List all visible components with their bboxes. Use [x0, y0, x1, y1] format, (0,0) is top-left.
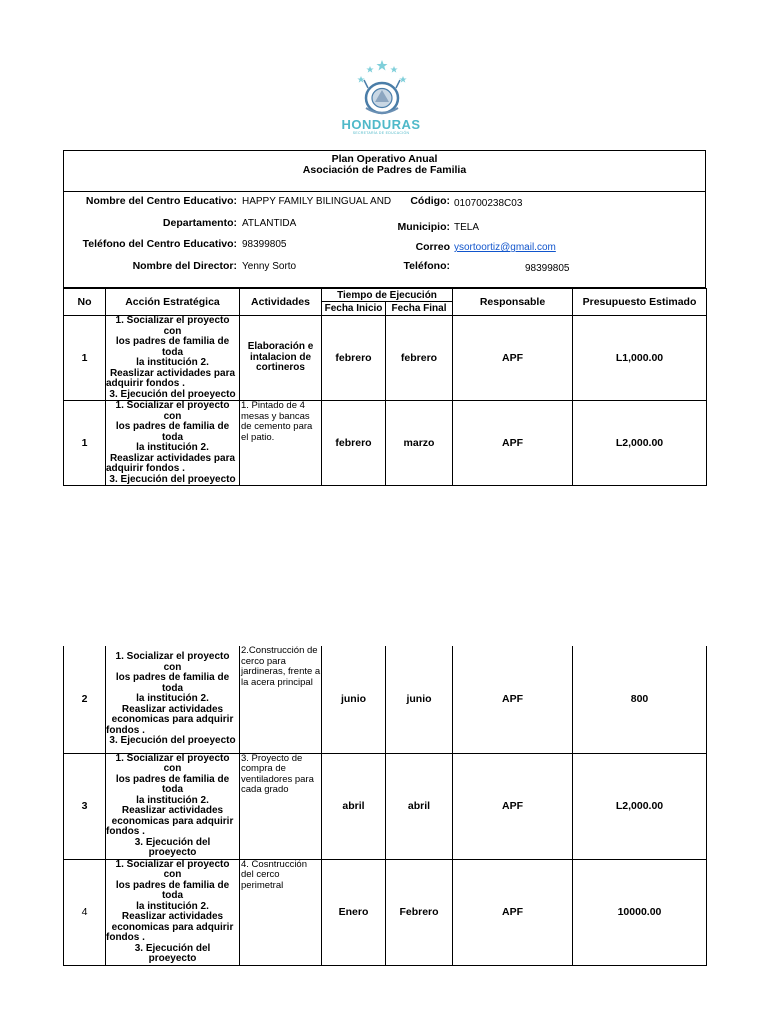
- header-tiempo: Tiempo de Ejecución: [322, 289, 453, 302]
- cell-accion: 1. Socializar el proyecto con los padres de familia de toda la institución 2. Reaslizar actividades economicas para adquirir fondos . 3. Ejecución del proeyecto: [106, 646, 240, 753]
- cell-fecha-inicio: junio: [322, 646, 386, 753]
- director-label: Nombre del Director:: [132, 260, 237, 272]
- table-row: [64, 401, 707, 486]
- cell-responsable: APF: [453, 753, 573, 859]
- correo-link[interactable]: ysortoortiz@gmail.com: [454, 242, 556, 253]
- departamento-label: Departamento:: [162, 217, 237, 229]
- cell-actividades: 3. Proyecto de compra de ventiladores para cada grado: [240, 753, 322, 859]
- cell-fecha-inicio: febrero: [322, 401, 386, 486]
- departamento-value: ATLANTIDA: [242, 218, 297, 229]
- cell-fecha-final: junio: [386, 646, 453, 753]
- cell-no: 3: [64, 753, 106, 859]
- header-actividades: Actividades: [240, 289, 322, 316]
- cell-fecha-final: febrero: [386, 316, 453, 401]
- cell-no: 4: [64, 859, 106, 965]
- cell-no: 1: [64, 316, 106, 401]
- cell-accion: 1. Socializar el proyecto con los padres de familia de toda la institución 2. Reaslizar actividades economicas para adquirir fondos . 3. Ejecución del proeyecto: [106, 753, 240, 859]
- table-row: [64, 646, 707, 753]
- cell-presupuesto: 10000.00: [573, 859, 707, 965]
- cell-presupuesto: 800: [573, 646, 707, 753]
- telefono-centro-value: 98399805: [242, 239, 287, 250]
- cell-actividades: Elaboración e intalacion de cortineros: [240, 316, 322, 401]
- cell-presupuesto: L1,000.00: [573, 316, 707, 401]
- telefono-label: Teléfono:: [403, 260, 450, 272]
- municipio-value: TELA: [454, 222, 480, 233]
- cell-accion: 1. Socializar el proyecto con los padres de familia de toda la institución 2. Reaslizar actividades para adquirir fondos . 3. Ejecución del proeyecto: [106, 401, 240, 486]
- plan-title: Plan Operativo Anual: [331, 153, 438, 165]
- cell-responsable: APF: [453, 859, 573, 965]
- cell-presupuesto: L2,000.00: [573, 401, 707, 486]
- cell-actividades: 2.Construcción de cerco para jardineras, frente a la acera principal: [240, 646, 322, 753]
- plan-title-box: [63, 150, 706, 192]
- cell-presupuesto: L2,000.00: [573, 753, 707, 859]
- header-fecha-inicio: Fecha Inicio: [322, 302, 386, 316]
- codigo-label: Código:: [410, 195, 450, 207]
- telefono-centro-label: Teléfono del Centro Educativo:: [82, 238, 237, 250]
- cell-fecha-inicio: febrero: [322, 316, 386, 401]
- plan-table-page2: [63, 646, 707, 966]
- director-value: Yenny Sorto: [242, 261, 297, 272]
- cell-responsable: APF: [453, 316, 573, 401]
- header-fecha-final: Fecha Final: [386, 302, 453, 316]
- cell-no: 1: [64, 401, 106, 486]
- plan-table-page1: [63, 288, 707, 486]
- cell-no: 2: [64, 646, 106, 753]
- table-row: [64, 859, 707, 965]
- header-presupuesto: Presupuesto Estimado: [573, 289, 707, 316]
- cell-fecha-final: Febrero: [386, 859, 453, 965]
- cell-fecha-inicio: Enero: [322, 859, 386, 965]
- correo-label: Correo: [415, 241, 450, 253]
- cell-actividades: 1. Pintado de 4 mesas y bancas de cemento para el patio.: [240, 401, 322, 486]
- cell-accion: 1. Socializar el proyecto con los padres de familia de toda la institución 2. Reaslizar actividades economicas para adquirir fondos . 3. Ejecución del proeyecto: [106, 859, 240, 965]
- header-responsable: Responsable: [453, 289, 573, 316]
- centro-value: HAPPY FAMILY BILINGUAL AND: [242, 196, 392, 207]
- cell-fecha-final: marzo: [386, 401, 453, 486]
- codigo-value: 010700238C03: [454, 198, 523, 209]
- header-no: No: [64, 289, 106, 316]
- cell-fecha-inicio: abril: [322, 753, 386, 859]
- centro-label: Nombre del Centro Educativo:: [85, 195, 237, 207]
- logo-wordmark: HONDURAS: [341, 117, 421, 132]
- table-row: [64, 316, 707, 401]
- plan-subtitle: Asociación de Padres de Familia: [302, 164, 467, 176]
- cell-responsable: APF: [453, 401, 573, 486]
- municipio-label: Municipio:: [397, 221, 450, 233]
- table-row: [64, 753, 707, 859]
- cell-responsable: APF: [453, 646, 573, 753]
- telefono-value: 98399805: [525, 263, 570, 274]
- cell-fecha-final: abril: [386, 753, 453, 859]
- logo-subtitle: SECRETARÍA DE EDUCACIÓN: [352, 131, 410, 135]
- cell-accion: 1. Socializar el proyecto con los padres de familia de toda la institución 2. Reaslizar actividades para adquirir fondos . 3. Ejecución del proeyecto: [106, 316, 240, 401]
- header-accion: Acción Estratégica: [106, 289, 240, 316]
- cell-actividades: 4. Cosntrucción del cerco perimetral: [240, 859, 322, 965]
